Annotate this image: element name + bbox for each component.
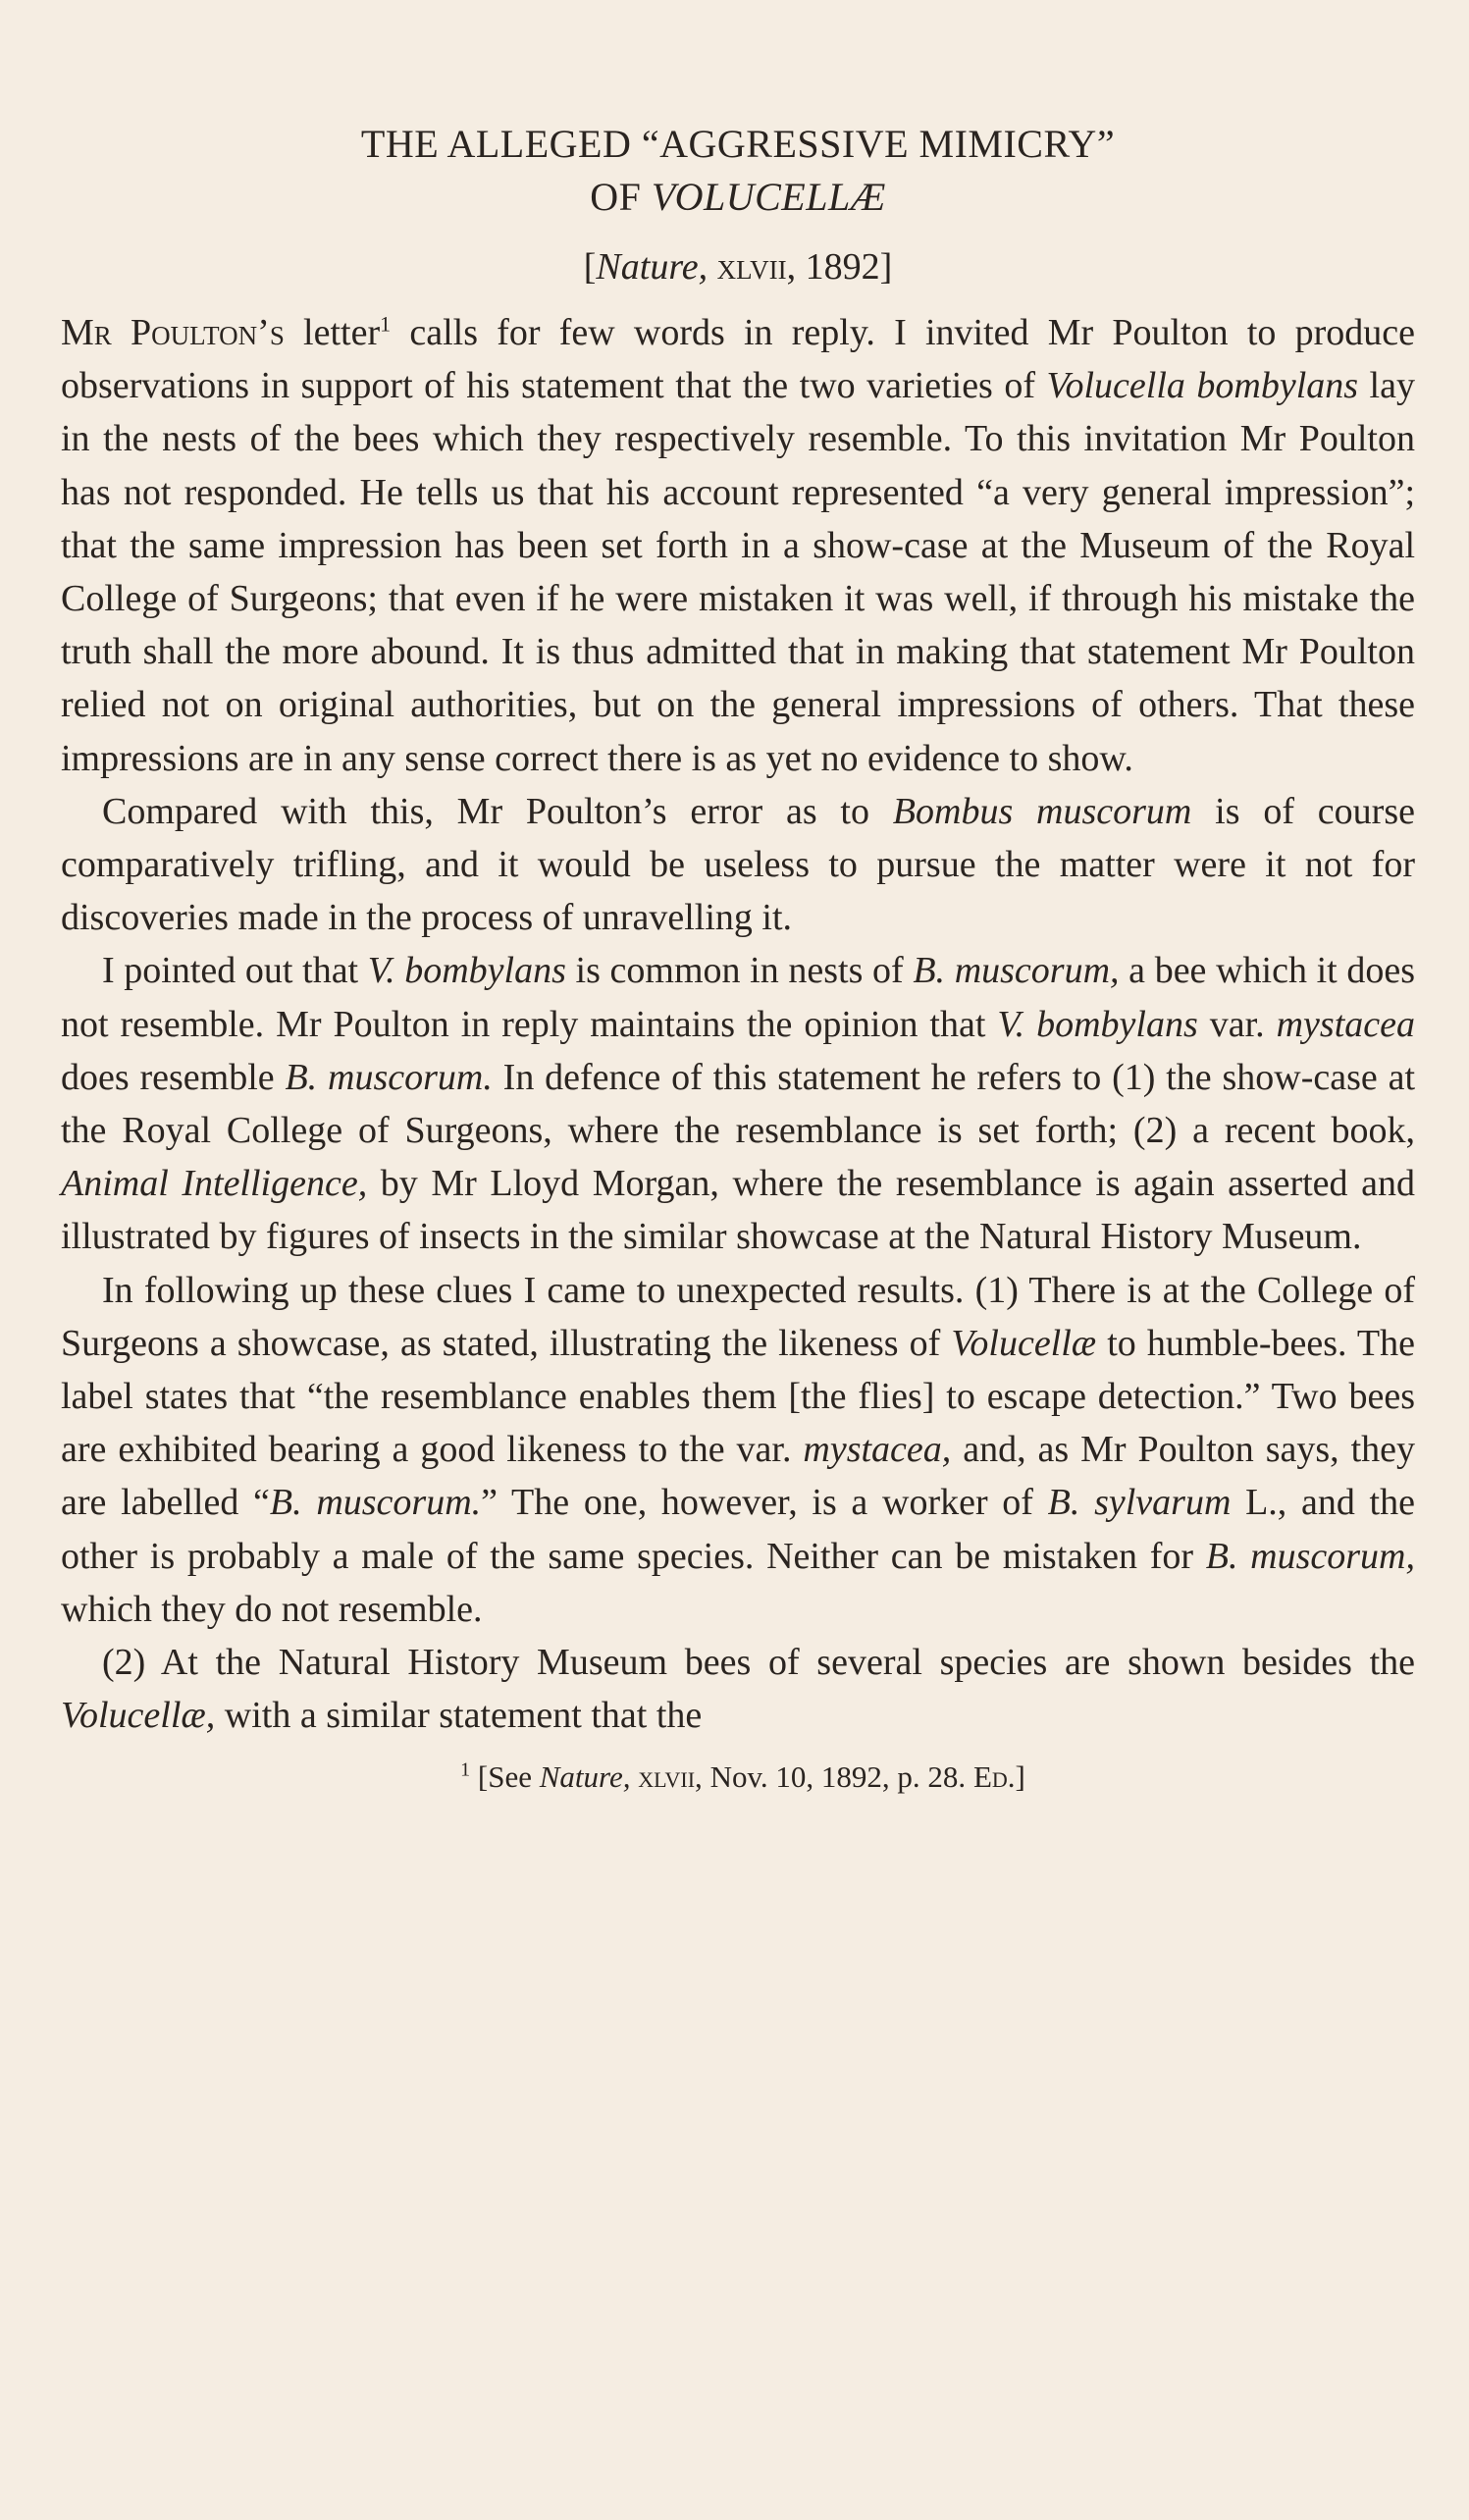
p2-italic-1: Bombus muscorum bbox=[892, 790, 1192, 832]
p4-text-a: In following up these clues I came to unexpected results. (1) There is at the College of Surgeons a showcase, as stated, illustrating the likeness of bbox=[61, 1269, 1415, 1364]
p2-text-b: is of course comparatively trifling, and it would be useless to pursue the matter were it not for discoveries made in the process of unravelling it. bbox=[61, 790, 1415, 939]
p3-italic-2: B. muscorum, bbox=[913, 950, 1120, 992]
p4-text-b: to humble-bees. The label states that “the resemblance enables them [the flies] to escape detection.” Two bees are exhibited bearing a good likeness to the var. bbox=[61, 1322, 1415, 1471]
p4-italic-5: B. muscorum, bbox=[1205, 1535, 1415, 1577]
title-line-2-italic: VOLUCELLÆ bbox=[651, 175, 886, 219]
p4-text-d: ” The one, however, is a worker of bbox=[481, 1482, 1048, 1524]
footnote-volume: xlvii, bbox=[638, 1759, 703, 1795]
p5-text-a: (2) At the Natural History Museum bees of several species are shown besides the bbox=[102, 1642, 1415, 1684]
p3-text-d: var. bbox=[1197, 1003, 1277, 1045]
p2-text-a: Compared with this, Mr Poulton’s error as to bbox=[102, 790, 893, 832]
p3-text-f: In defence of this statement he refers to (1) the show-case at the Royal College of Surgeons, where the resemblance is set forth; (2) a recent book, bbox=[61, 1056, 1416, 1152]
paragraph-4 bbox=[61, 1264, 1415, 1636]
footnote-editor: Ed.] bbox=[972, 1759, 1025, 1795]
paragraph-2 bbox=[61, 785, 1415, 945]
footnote-text-b: Nov. 10, 1892, p. 28. bbox=[702, 1759, 973, 1795]
p3-text-c: a bee which it does not resemble. Mr Poulton in reply maintains the opinion that bbox=[61, 950, 1416, 1045]
source-open-bracket: [ bbox=[583, 246, 597, 288]
title-line-2-prefix: OF bbox=[590, 175, 652, 219]
footnote-text-a: [See bbox=[470, 1759, 540, 1795]
source-citation bbox=[61, 245, 1415, 289]
paragraph-5 bbox=[61, 1636, 1415, 1742]
p4-text-c: and, as Mr Poulton says, they are labelled “ bbox=[61, 1429, 1415, 1524]
p3-text-b: is common in nests of bbox=[565, 950, 914, 992]
p4-text-f: which they do not resemble. bbox=[61, 1588, 483, 1630]
p4-italic-3: B. muscorum. bbox=[269, 1482, 482, 1524]
paragraph-1 bbox=[61, 306, 1415, 785]
p3-italic-5: B. muscorum. bbox=[285, 1056, 493, 1098]
footnote-ref: 1 bbox=[380, 311, 392, 337]
paragraph-3 bbox=[61, 944, 1415, 1263]
p3-italic-6: Animal Intelligence, bbox=[61, 1163, 368, 1205]
p4-text-e: L., and the other is probably a male of the same species. Neither can be mistaken for bbox=[61, 1482, 1415, 1577]
p3-text-e: does resemble bbox=[61, 1056, 286, 1098]
source-volume: xlvii, bbox=[716, 246, 797, 288]
p1-text-c: lay in the nests of the bees which they respectively resemble. To this invitation Mr Poulton has not responded. He tells us that his account represented “a very general impression”; that the same impression has been set forth in a show-case at the Museum of the Royal College of Surgeons; that even if he were mistaken it was well, if through his mistake the truth shall the more abound. It is thus admitted that in making that statement Mr Poulton relied not on original authorities, but on the general impressions of others. That these impressions are in any sense correct there is as yet no evidence to show. bbox=[61, 365, 1415, 779]
source-journal: Nature, bbox=[596, 246, 708, 288]
footnote bbox=[61, 1759, 1415, 1795]
author-name: Mr Poulton’s bbox=[61, 312, 285, 353]
p5-text-b: with a similar statement that the bbox=[215, 1695, 703, 1737]
essay-title bbox=[61, 118, 1415, 224]
p3-text-g: by Mr Lloyd Morgan, where the resemblance is again asserted and illustrated by figures of insects in the similar showcase at the Natural History Museum. bbox=[61, 1163, 1415, 1258]
footnote-number: 1 bbox=[460, 1759, 471, 1782]
p5-italic-1: Volucellæ, bbox=[61, 1695, 216, 1737]
p4-italic-2: mystacea, bbox=[803, 1429, 952, 1471]
p1-text-b: calls for few words in reply. I invited Mr Poulton to produce observations in support of his statement that the two varieties of bbox=[61, 312, 1415, 407]
p3-italic-4: mystacea bbox=[1276, 1003, 1415, 1045]
title-line-1: THE ALLEGED “AGGRESSIVE MIMICRY” bbox=[360, 122, 1116, 166]
p1-italic-1: Volucella bombylans bbox=[1046, 365, 1359, 407]
p4-italic-1: Volucellæ bbox=[951, 1322, 1097, 1364]
footnote-journal: Nature, bbox=[539, 1759, 631, 1795]
p1-text-a: letter bbox=[284, 312, 381, 353]
p3-text-a: I pointed out that bbox=[102, 950, 368, 992]
p3-italic-3: V. bombylans bbox=[997, 1003, 1198, 1045]
p4-italic-4: B. sylvarum bbox=[1047, 1482, 1232, 1524]
p3-italic-1: V. bombylans bbox=[367, 950, 566, 992]
body-text bbox=[61, 306, 1415, 1742]
source-year: 1892] bbox=[805, 246, 893, 288]
